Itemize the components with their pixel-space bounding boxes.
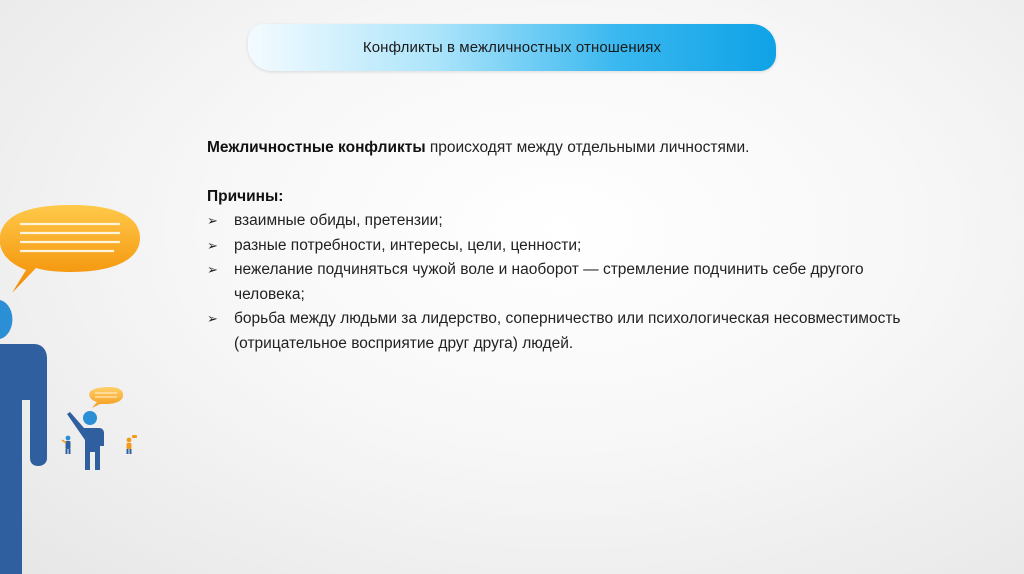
- spacer: [207, 161, 937, 185]
- intro-paragraph: [207, 136, 937, 161]
- tiny-person-figure: [62, 436, 71, 454]
- causes-heading: Причины:: [207, 187, 284, 205]
- small-speech-bubble-icon: [89, 387, 123, 408]
- waving-person-figure: [67, 411, 104, 470]
- large-person-figure: [0, 300, 47, 574]
- list-item: [207, 209, 937, 234]
- tiny-person-figure-right: [127, 435, 138, 454]
- list-item: [207, 307, 937, 356]
- arrow-bullet-icon: ➢: [207, 213, 218, 228]
- slide-title: Конфликты в межличностных отношениях: [362, 39, 662, 56]
- arrow-bullet-icon: ➢: [207, 262, 218, 277]
- list-item: [207, 234, 937, 259]
- list-item-text: нежелание подчиняться чужой воле и наоборот — стремление подчинить себе другого человека;: [234, 261, 864, 303]
- list-item-text: борьба между людьми за лидерство, соперничество или психологическая несовместимость (отрицательное восприятие друг друга) людей.: [234, 310, 901, 352]
- arrow-bullet-icon: ➢: [207, 237, 218, 253]
- title-banner: [248, 24, 776, 71]
- causes-list: [207, 209, 937, 356]
- people-illustration: [0, 0, 170, 574]
- list-item-text: взаимные обиды, претензии;: [234, 212, 443, 229]
- speech-bubble-icon: [0, 205, 140, 293]
- slide-content: [207, 136, 937, 356]
- intro-rest: происходят между отдельными личностями.: [425, 139, 750, 156]
- list-item-text: разные потребности, интересы, цели, ценности;: [234, 236, 582, 254]
- list-item: [207, 258, 937, 307]
- arrow-bullet-icon: ➢: [207, 311, 218, 326]
- intro-bold-term: Межличностные конфликты: [207, 139, 426, 156]
